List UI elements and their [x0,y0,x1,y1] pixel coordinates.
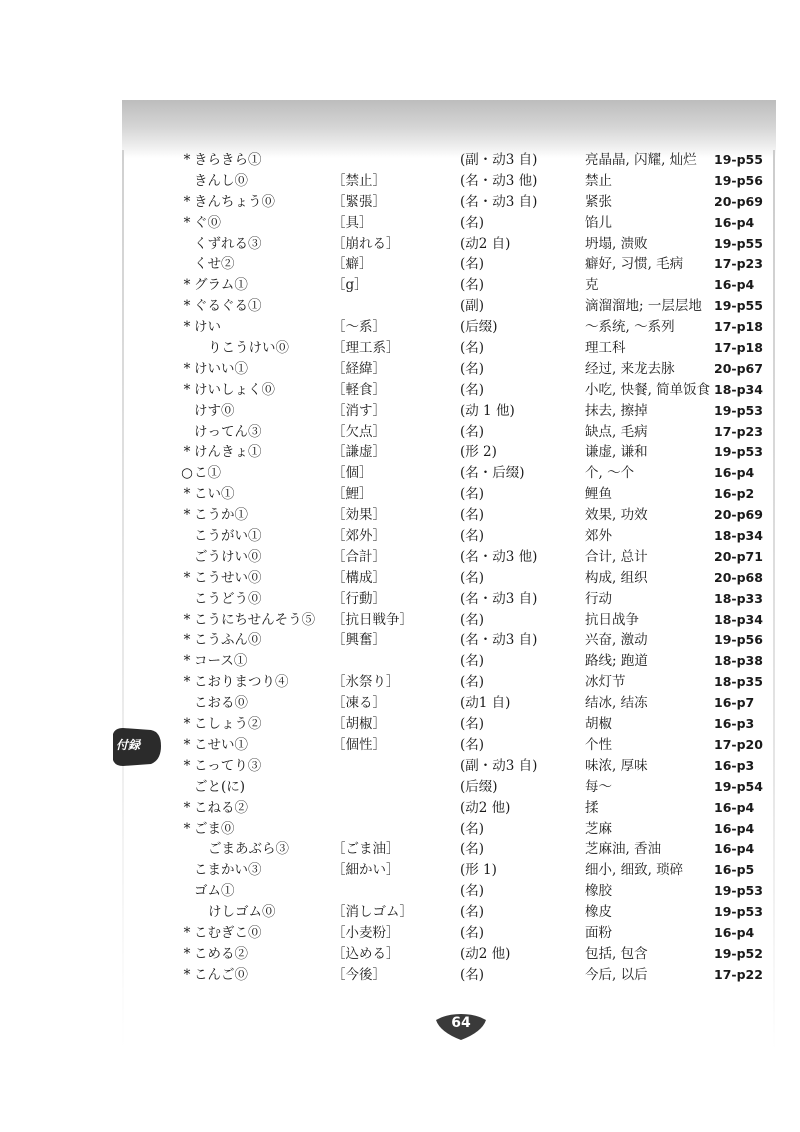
list-item [0,275,800,296]
list-item [0,902,800,923]
entry-part-of-speech: (名) [460,360,485,377]
entry-kanji: ［小麦粉］ [332,924,400,941]
entry-reference: 17-p23 [714,256,763,272]
entry-meaning: 冰灯节 [585,674,626,691]
list-item [0,171,800,192]
entry-kanji: ［消す］ [332,402,386,419]
entry-word: こい① [194,486,235,503]
list-item [0,881,800,902]
entry-meaning: 禁止 [585,172,612,189]
list-item [0,192,800,213]
entry-meaning: 合计, 总计 [585,548,648,565]
entry-word: こうにちせんそう⑤ [194,611,316,628]
entry-meaning: 包括, 包含 [585,945,648,962]
entry-mark: * [183,319,191,336]
entry-reference: 19-p56 [714,172,763,188]
entry-reference: 16-p7 [714,695,755,711]
entry-mark: ○ [181,465,193,482]
entry-kanji: ［癖］ [332,256,373,273]
entry-kanji: ［理工系］ [332,340,400,357]
entry-reference: 16-p4 [714,277,755,293]
entry-mark: * [183,360,191,377]
entry-meaning: 橡胶 [585,883,612,900]
entry-word: けんきょ① [194,444,262,461]
entry-kanji: ［細かい］ [332,862,400,879]
list-item [0,526,800,547]
entry-word: こうがい① [194,528,262,545]
list-item [0,944,800,965]
list-item [0,965,800,986]
entry-part-of-speech: (名・动3 自) [460,590,538,607]
entry-meaning: 个, ～个 [585,465,635,482]
entry-part-of-speech: (动2 他) [460,799,511,816]
entry-kanji: ［緊張］ [332,193,386,210]
entry-word: けしゴム⓪ [208,904,276,921]
list-item [0,317,800,338]
entry-reference: 16-p4 [714,799,755,815]
entry-word: こねる② [194,799,248,816]
list-item [0,505,800,526]
entry-word: ぐ⓪ [194,214,221,231]
list-item [0,651,800,672]
entry-mark: * [183,716,191,733]
entry-reference: 19-p53 [714,883,763,899]
entry-kanji: ［胡椒］ [332,716,386,733]
entry-part-of-speech: (名) [460,883,485,900]
entry-mark: * [183,444,191,461]
entry-word: こおる⓪ [194,695,248,712]
entry-word: ごうけい⓪ [194,548,262,565]
entry-meaning: 面粉 [585,924,612,941]
entry-reference: 19-p55 [714,235,763,251]
entry-word: きらきら① [194,152,262,168]
entry-part-of-speech: (动2 自) [460,235,511,252]
entry-meaning: 行动 [585,590,612,607]
entry-reference: 16-p3 [714,757,755,773]
entry-kanji: ［効果］ [332,507,386,524]
entry-reference: 16-p4 [714,214,755,230]
list-item [0,819,800,840]
entry-meaning: 馅儿 [585,214,612,231]
entry-word: こ① [194,465,221,482]
entry-part-of-speech: (名) [460,653,485,670]
entry-word: りこうけい⓪ [208,340,289,357]
entry-meaning: 癖好, 习惯, 毛病 [585,256,684,273]
entry-word: こうどう⓪ [194,590,262,607]
entry-word: ごま⓪ [194,820,235,837]
list-item [0,296,800,317]
entry-reference: 18-p34 [714,528,763,544]
entry-word: こむぎこ⓪ [194,924,262,941]
entry-word: こしょう② [194,716,262,733]
list-item [0,693,800,714]
entry-part-of-speech: (名・动3 他) [460,548,538,565]
entry-word: こんご⓪ [194,966,248,983]
entry-reference: 17-p23 [714,423,763,439]
list-item [0,568,800,589]
list-item [0,401,800,422]
entry-part-of-speech: (名) [460,820,485,837]
list-item [0,213,800,234]
entry-kanji: ［構成］ [332,569,386,586]
entry-part-of-speech: (名・后缀) [460,465,525,482]
entry-kanji: ［行動］ [332,590,386,607]
list-item [0,547,800,568]
entry-part-of-speech: (名) [460,277,485,294]
entry-mark: * [183,674,191,691]
entry-kanji: ［具］ [332,214,373,231]
entry-word: こってり③ [194,757,262,774]
entry-mark: * [183,820,191,837]
entry-meaning: 个性 [585,736,612,753]
entry-reference: 19-p55 [714,152,763,167]
list-item [0,380,800,401]
list-item [0,798,800,819]
entry-reference: 18-p35 [714,674,763,690]
entry-meaning: 理工科 [585,340,626,357]
entry-meaning: 坍塌, 溃败 [585,235,648,252]
entry-reference: 18-p38 [714,653,763,669]
entry-part-of-speech: (名・动3 自) [460,193,538,210]
entry-part-of-speech: (名) [460,256,485,273]
entry-mark: * [183,486,191,503]
entry-meaning: 谦虚, 谦和 [585,444,648,461]
entry-meaning: 缺点, 毛病 [585,423,648,440]
entry-meaning: 效果, 功效 [585,507,648,524]
entry-mark: * [183,632,191,649]
entry-word: グラム① [194,277,248,294]
entry-word: ぐるぐる① [194,298,262,315]
list-item [0,589,800,610]
entry-part-of-speech: (名) [460,924,485,941]
entry-part-of-speech: (名) [460,381,485,398]
entry-reference: 19-p52 [714,945,763,961]
entry-reference: 19-p53 [714,904,763,920]
entry-meaning: 经过, 来龙去脉 [585,360,675,377]
list-item [0,860,800,881]
entry-word: きんちょう⓪ [194,193,275,210]
entry-mark: * [183,924,191,941]
entry-meaning: 郊外 [585,528,612,545]
entry-word: けいい① [194,360,248,377]
entry-mark: * [183,945,191,962]
entry-mark: * [183,298,191,315]
entry-mark: * [183,214,191,231]
list-item [0,610,800,631]
list-item [0,630,800,651]
entry-kanji: ［欠点］ [332,423,386,440]
entry-mark: * [183,736,191,753]
list-item [0,484,800,505]
entry-part-of-speech: (形 2) [460,444,497,461]
appendix-tab-label: 付録 [116,738,141,752]
entry-reference: 20-p67 [714,360,763,376]
entry-part-of-speech: (名) [460,507,485,524]
entry-mark: * [183,507,191,524]
entry-word: こおりまつり④ [194,674,289,691]
entry-word: こうふん⓪ [194,632,262,649]
entry-reference: 19-p55 [714,298,763,314]
entry-part-of-speech: (名) [460,841,485,858]
entry-meaning: 抗日战争 [585,611,639,628]
entry-meaning: 橡皮 [585,904,612,921]
entry-reference: 16-p4 [714,465,755,481]
entry-mark: * [183,799,191,816]
entry-reference: 16-p3 [714,716,755,732]
entry-reference: 19-p56 [714,632,763,648]
entry-kanji: ［今後］ [332,966,386,983]
entry-meaning: 兴奋, 激动 [585,632,648,649]
entry-part-of-speech: (名) [460,569,485,586]
entry-part-of-speech: (后缀) [460,319,498,336]
entry-reference: 18-p34 [714,381,763,397]
entry-word: けす⓪ [194,402,235,419]
entry-kanji: ［禁止］ [332,172,386,189]
entry-kanji: ［経緯］ [332,360,386,377]
entry-meaning: 今后, 以后 [585,966,648,983]
entry-word: こめる② [194,945,248,962]
entry-meaning: 路线; 跑道 [585,653,648,670]
entry-meaning: 亮晶晶, 闪耀, 灿烂 [585,152,697,168]
entry-part-of-speech: (名) [460,716,485,733]
entry-reference: 19-p53 [714,444,763,460]
list-item [0,234,800,255]
entry-kanji: ［郊外］ [332,528,386,545]
list-item [0,254,800,275]
entry-part-of-speech: (名) [460,674,485,691]
vocabulary-list [0,150,800,986]
entry-part-of-speech: (动2 他) [460,945,511,962]
entry-reference: 18-p33 [714,590,763,606]
entry-kanji: ［興奮］ [332,632,386,649]
entry-kanji: ［軽食］ [332,381,386,398]
entry-part-of-speech: (名) [460,528,485,545]
entry-part-of-speech: (名・动3 自) [460,632,538,649]
entry-part-of-speech: (副・动3 自) [460,152,538,168]
entry-part-of-speech: (动 1 他) [460,402,515,419]
entry-meaning: 味浓, 厚味 [585,757,648,774]
entry-kanji: ［崩れる］ [332,235,400,252]
entry-word: こまかい③ [194,862,262,879]
entry-part-of-speech: (名) [460,611,485,628]
entry-kanji: ［ごま油］ [332,841,400,858]
list-item [0,923,800,944]
entry-word: けいしょく⓪ [194,381,275,398]
entry-meaning: 胡椒 [585,716,612,733]
list-item [0,359,800,380]
entry-kanji: ［～系］ [332,319,386,336]
entry-part-of-speech: (名) [460,736,485,753]
entry-part-of-speech: (名) [460,214,485,231]
entry-meaning: 小吃, 快餐, 简单饭食 [585,381,711,398]
entry-kanji: ［消しゴム］ [332,904,413,921]
entry-reference: 17-p22 [714,966,763,982]
entry-meaning: ～系统, ～系列 [585,319,675,336]
entry-meaning: 克 [585,277,599,294]
list-item [0,422,800,443]
entry-mark: * [183,193,191,210]
entry-kanji: ［合計］ [332,548,386,565]
entry-meaning: 抹去, 擦掉 [585,402,648,419]
entry-reference: 20-p68 [714,569,763,585]
entry-mark: * [183,152,191,168]
entry-kanji: ［込める］ [332,945,400,962]
entry-kanji: ［凍る］ [332,695,386,712]
entry-reference: 17-p20 [714,736,763,752]
entry-mark: * [183,653,191,670]
entry-part-of-speech: (名) [460,340,485,357]
entry-kanji: ［氷祭り］ [332,674,400,691]
entry-meaning: 细小, 细致, 琐碎 [585,862,684,879]
entry-word: くずれる③ [194,235,262,252]
entry-meaning: 鲤鱼 [585,486,612,503]
entry-reference: 19-p54 [714,778,763,794]
entry-meaning: 滴溜溜地; 一层层地 [585,298,702,315]
entry-part-of-speech: (形 1) [460,862,497,879]
entry-word: こせい① [194,736,248,753]
entry-part-of-speech: (名) [460,423,485,440]
entry-reference: 20-p71 [714,548,763,564]
entry-mark: * [183,757,191,774]
entry-reference: 19-p53 [714,402,763,418]
entry-word: けってん③ [194,423,262,440]
entry-word: くせ② [194,256,235,273]
entry-word: けい [194,319,221,336]
list-item [0,777,800,798]
entry-meaning: 芝麻 [585,820,612,837]
entry-reference: 17-p18 [714,340,763,356]
entry-meaning: 紧张 [585,193,612,210]
list-item [0,839,800,860]
entry-word: ごまあぶら③ [208,841,289,858]
entry-word: こうか① [194,507,248,524]
entry-reference: 16-p4 [714,924,755,940]
entry-meaning: 结冰, 结冻 [585,695,648,712]
entry-kanji: ［個］ [332,465,373,482]
entry-mark: * [183,381,191,398]
entry-reference: 16-p2 [714,486,755,502]
entry-mark: * [183,966,191,983]
entry-reference: 16-p4 [714,841,755,857]
entry-mark: * [183,611,191,628]
entry-word: コース① [194,653,248,670]
entry-reference: 20-p69 [714,507,763,523]
entry-meaning: 每～ [585,778,612,795]
entry-kanji: ［個性］ [332,736,386,753]
entry-part-of-speech: (名・动3 他) [460,172,538,189]
entry-reference: 16-p5 [714,862,755,878]
entry-part-of-speech: (名) [460,486,485,503]
entry-reference: 20-p69 [714,193,763,209]
entry-reference: 17-p18 [714,319,763,335]
entry-reference: 16-p4 [714,820,755,836]
entry-word: こうせい⓪ [194,569,262,586]
entry-word: ゴム① [194,883,235,900]
entry-part-of-speech: (副・动3 自) [460,757,538,774]
entry-part-of-speech: (名) [460,966,485,983]
list-item [0,672,800,693]
entry-kanji: ［鯉］ [332,486,373,503]
entry-word: きんし⓪ [194,172,248,189]
list-item [0,338,800,359]
entry-kanji: ［抗日戦争］ [332,611,413,628]
entry-mark: * [183,277,191,294]
entry-meaning: 揉 [585,799,599,816]
entry-part-of-speech: (名) [460,904,485,921]
entry-kanji: ［g］ [332,277,368,294]
entry-meaning: 芝麻油, 香油 [585,841,662,858]
list-item [0,442,800,463]
entry-mark: * [183,569,191,586]
entry-word: ごと(に) [194,778,246,795]
list-item [0,463,800,484]
entry-part-of-speech: (后缀) [460,778,498,795]
page-number: 64 [451,1015,471,1031]
list-item [0,150,800,171]
entry-part-of-speech: (副) [460,298,485,315]
entry-kanji: ［謙虚］ [332,444,386,461]
entry-meaning: 构成, 组织 [585,569,648,586]
entry-part-of-speech: (动1 自) [460,695,511,712]
entry-reference: 18-p34 [714,611,763,627]
